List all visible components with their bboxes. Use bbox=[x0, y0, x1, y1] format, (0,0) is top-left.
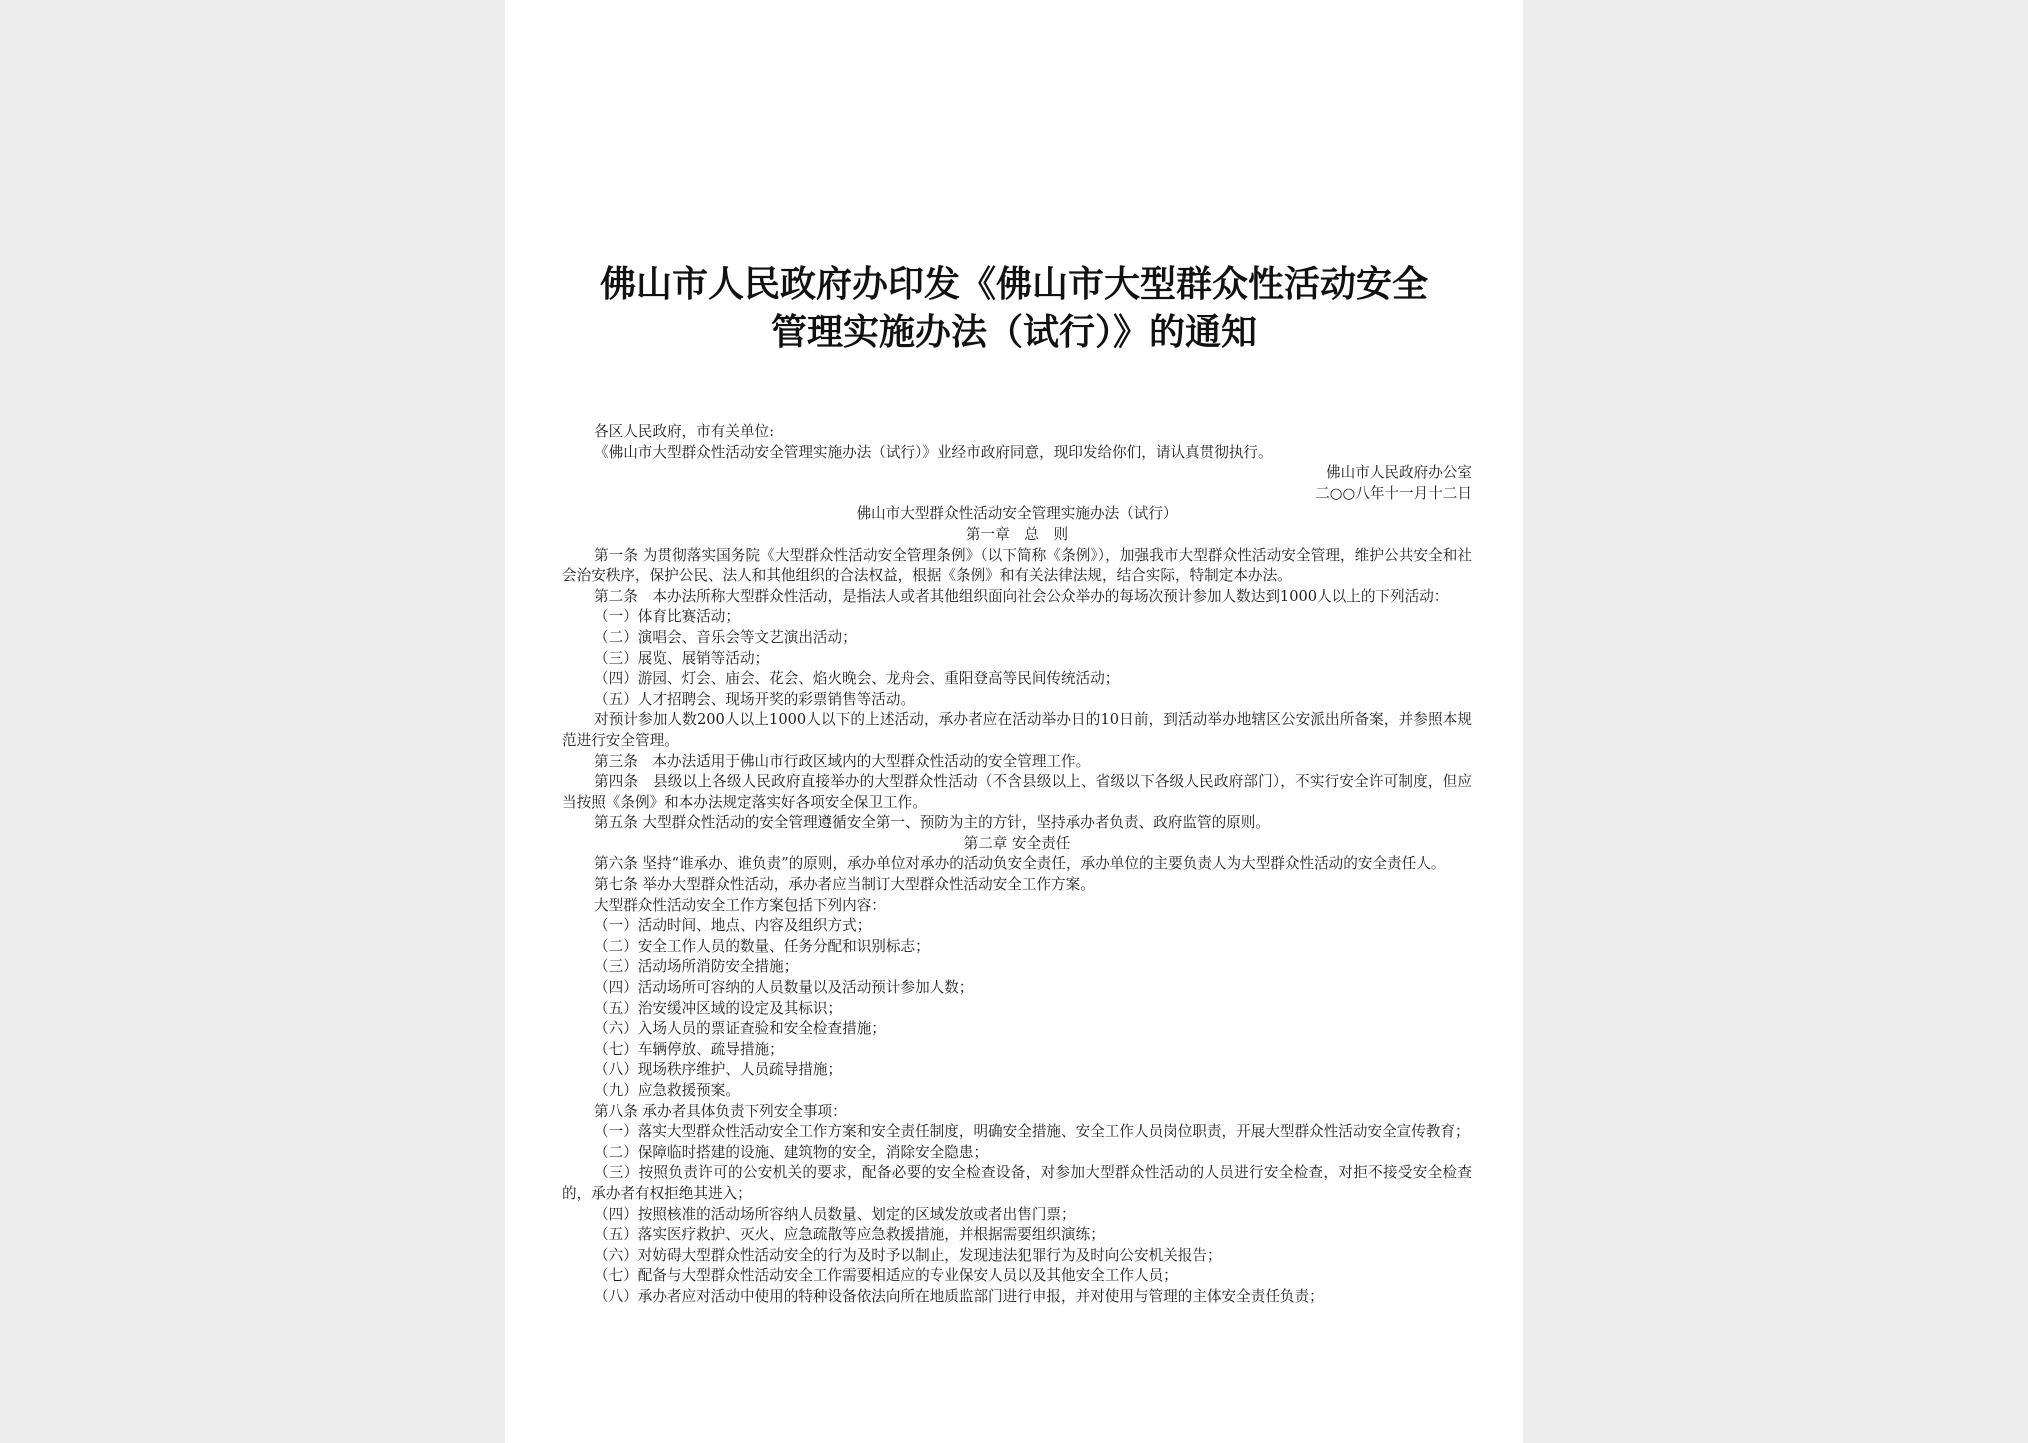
list-item: （一）落实大型群众性活动安全工作方案和安全责任制度，明确安全措施、安全工作人员岗位职责，开展大型群众性活动安全宣传教育； bbox=[594, 1123, 1470, 1141]
list-item: （五）治安缓冲区域的设定及其标识； bbox=[594, 999, 843, 1017]
list-item: （二）保障临时搭建的设施、建筑物的安全，消除安全隐患； bbox=[594, 1143, 989, 1161]
list-item: （六）对妨碍大型群众性活动安全的行为及时予以制止，发现违法犯罪行为及时向公安机关报告； bbox=[594, 1246, 1222, 1264]
document-body bbox=[562, 422, 1472, 1308]
list-item: （三）展览、展销等活动； bbox=[594, 649, 770, 667]
list-item: （三）活动场所消防安全措施； bbox=[594, 958, 799, 976]
article-paragraph: 第七条 举办大型群众性活动，承办者应当制订大型群众性活动安全工作方案。 bbox=[594, 876, 1095, 894]
list-item: （四）按照核准的活动场所容纳人员数量、划定的区域发放或者出售门票； bbox=[594, 1205, 1076, 1223]
list-item: （九）应急救援预案。 bbox=[594, 1082, 740, 1099]
signature-date: 二○○八年十一月十二日 bbox=[1315, 484, 1472, 502]
article-paragraph: 第四条 县级以上各级人民政府直接举办的大型群众性活动（不含县级以上、省级以下各级人民政府部门），不实行安全许可制度，但应当按照《条例》和本办法规定落实好各项安全保卫工作。 bbox=[562, 773, 1472, 811]
list-item: （三）按照负责许可的公安机关的要求，配备必要的安全检查设备，对参加大型群众性活动的人员进行安全检查，对拒不接受安全检查的，承办者有权拒绝其进入； bbox=[562, 1164, 1472, 1202]
intro-paragraph: 《佛山市大型群众性活动安全管理实施办法（试行）》业经市政府同意，现印发给你们，请认真贯彻执行。 bbox=[594, 443, 1273, 461]
document-title bbox=[505, 260, 1523, 356]
list-item: （六）入场人员的票证查验和安全检查措施； bbox=[594, 1020, 886, 1038]
list-item: （二）演唱会、音乐会等文艺演出活动； bbox=[594, 628, 857, 646]
title-line-1: 佛山市人民政府办印发《佛山市大型群众性活动安全 bbox=[599, 263, 1428, 305]
article-paragraph: 第一条 为贯彻落实国务院《大型群众性活动安全管理条例》（以下简称《条例》），加强我市大型群众性活动安全管理，维护公共安全和社会治安秩序，保护公民、法人和其他组织的合法权益，根据《条例》和有关法律法规，结合实际，特制定本办法。 bbox=[562, 546, 1472, 585]
title-line-2: 管理实施办法（试行）》的通知 bbox=[770, 311, 1257, 353]
article-paragraph: 第五条 大型群众性活动的安全管理遵循安全第一、预防为主的方针，坚持承办者负责、政府监管的原则。 bbox=[594, 814, 1270, 832]
regulation-title: 佛山市大型群众性活动安全管理实施办法（试行） bbox=[856, 505, 1178, 523]
list-item: （八）现场秩序维护、人员疏导措施； bbox=[594, 1061, 843, 1079]
list-item: （五）人才招聘会、现场开奖的彩票销售等活动。 bbox=[594, 690, 916, 708]
list-item: （二）安全工作人员的数量、任务分配和识别标志； bbox=[594, 937, 930, 955]
list-item: （四）活动场所可容纳的人员数量以及活动预计参加人数； bbox=[594, 979, 974, 997]
salutation: 各区人民政府，市有关单位: bbox=[594, 423, 775, 440]
article-paragraph: 第六条 坚持“谁承办、谁负责”的原则，承办单位对承办的活动负安全责任，承办单位的主要负责人为大型群众性活动的安全责任人。 bbox=[594, 855, 1446, 873]
document-page bbox=[505, 0, 1523, 1443]
article-paragraph: 第八条 承办者具体负责下列安全事项： bbox=[594, 1102, 847, 1120]
article-paragraph: 第二条 本办法所称大型群众性活动，是指法人或者其他组织面向社会公众举办的每场次预计参加人数达到1000人以上的下列活动： bbox=[594, 587, 1449, 605]
list-item: （一）体育比赛活动； bbox=[594, 608, 740, 626]
chapter-heading: 第二章 安全责任 bbox=[963, 834, 1071, 852]
chapter-heading: 第一章 总 则 bbox=[965, 525, 1069, 543]
list-item: （一）活动时间、地点、内容及组织方式； bbox=[594, 917, 872, 935]
signature-office: 佛山市人民政府办公室 bbox=[1326, 464, 1472, 482]
article-paragraph: 第三条 本办法适用于佛山市行政区域内的大型群众性活动的安全管理工作。 bbox=[594, 752, 1091, 770]
list-item: （七）车辆停放、疏导措施； bbox=[594, 1040, 784, 1058]
article-paragraph: 对预计参加人数200人以上1000人以下的上述活动，承办者应在活动举办日的10日前，到活动举办地辖区公安派出所备案，并参照本规范进行安全管理。 bbox=[562, 711, 1472, 749]
list-item: （四）游园、灯会、庙会、花会、焰火晚会、龙舟会、重阳登高等民间传统活动； bbox=[594, 670, 1120, 688]
article-paragraph: 大型群众性活动安全工作方案包括下列内容： bbox=[594, 896, 886, 914]
list-item: （七）配备与大型群众性活动安全工作需要相适应的专业保安人员以及其他安全工作人员； bbox=[594, 1267, 1178, 1285]
list-item: （八）承办者应对活动中使用的特种设备依法向所在地质监部门进行申报，并对使用与管理的主体安全责任负责； bbox=[594, 1287, 1324, 1305]
list-item: （五）落实医疗救护、灭火、应急疏散等应急救援措施，并根据需要组织演练； bbox=[594, 1226, 1105, 1244]
